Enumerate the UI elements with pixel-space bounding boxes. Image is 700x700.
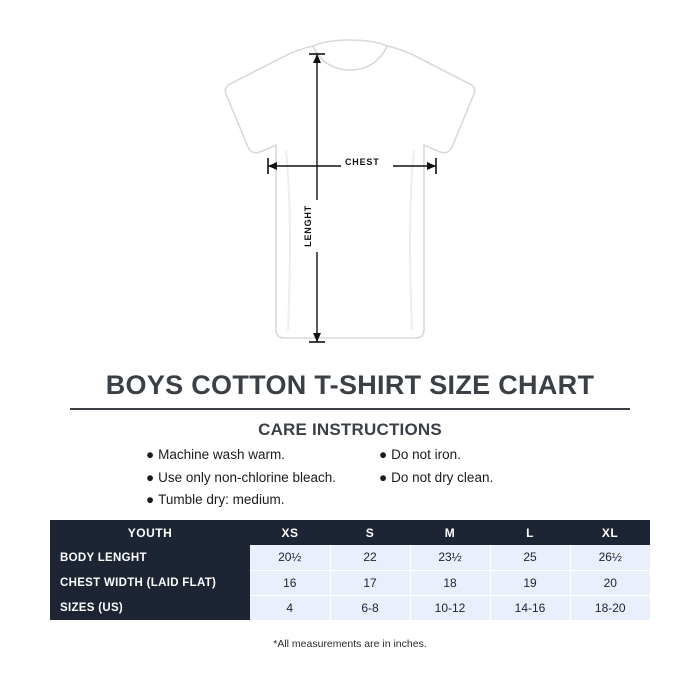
care-instructions-list <box>70 445 630 510</box>
table-header-cell: YOUTH <box>50 520 250 545</box>
titles-block <box>70 370 630 440</box>
bullet-icon: ● <box>146 447 155 462</box>
care-column-right <box>359 445 624 510</box>
table-cell: 14-16 <box>490 595 570 620</box>
table-cell: 19 <box>490 570 570 595</box>
table-cell: 23½ <box>410 545 490 570</box>
table-header-cell: S <box>330 520 410 545</box>
table-cell: 25 <box>490 545 570 570</box>
row-label: CHEST WIDTH (LAID FLAT) <box>50 570 250 595</box>
table-header-cell: M <box>410 520 490 545</box>
care-column-left <box>76 445 341 510</box>
table-cell: 16 <box>250 570 330 595</box>
care-item <box>379 445 624 465</box>
care-item-text: Use only non-chlorine bleach. <box>158 469 337 485</box>
bullet-icon: ● <box>379 447 388 462</box>
page-title: BOYS COTTON T-SHIRT SIZE CHART <box>70 370 630 410</box>
row-label: BODY LENGHT <box>50 545 250 570</box>
chest-right-arrow-icon <box>427 162 436 170</box>
table-header-cell: XS <box>250 520 330 545</box>
chest-left-arrow-icon <box>268 162 277 170</box>
care-item-text: Do not dry clean. <box>391 469 494 485</box>
table-cell: 6-8 <box>330 595 410 620</box>
care-item <box>379 468 624 488</box>
length-label: LENGHT <box>303 205 313 247</box>
size-table <box>50 520 650 620</box>
row-label: SIZES (US) <box>50 595 250 620</box>
bullet-icon: ● <box>379 469 388 485</box>
care-instructions-title: CARE INSTRUCTIONS <box>258 420 442 439</box>
table-header-cell: L <box>490 520 570 545</box>
table-cell: 17 <box>330 570 410 595</box>
table-cell: 4 <box>250 595 330 620</box>
bullet-icon: ● <box>146 492 155 508</box>
care-item-text: Machine wash warm. <box>158 447 285 462</box>
table-header-cell: XL <box>570 520 650 545</box>
chest-label: CHEST <box>345 157 380 167</box>
care-item-text: Tumble dry: medium. <box>158 492 285 508</box>
table-cell: 10-12 <box>410 595 490 620</box>
table-header-row <box>50 520 650 545</box>
table-cell: 20 <box>570 570 650 595</box>
table-row <box>50 545 650 570</box>
table-row <box>50 570 650 595</box>
table-cell: 18-20 <box>570 595 650 620</box>
size-table-wrapper <box>50 520 650 620</box>
measurement-footnote: *All measurements are in inches. <box>273 638 427 650</box>
care-item <box>146 445 341 465</box>
care-item <box>146 468 341 488</box>
table-cell: 26½ <box>570 545 650 570</box>
table-cell: 18 <box>410 570 490 595</box>
size-table-head <box>50 520 650 545</box>
bullet-icon: ● <box>146 469 155 485</box>
care-item-text: Do not iron. <box>391 447 461 462</box>
table-cell: 20½ <box>250 545 330 570</box>
care-item <box>146 490 341 510</box>
table-cell: 22 <box>330 545 410 570</box>
size-table-body <box>50 545 650 620</box>
table-row <box>50 595 650 620</box>
shirt-body-shape <box>225 46 475 338</box>
